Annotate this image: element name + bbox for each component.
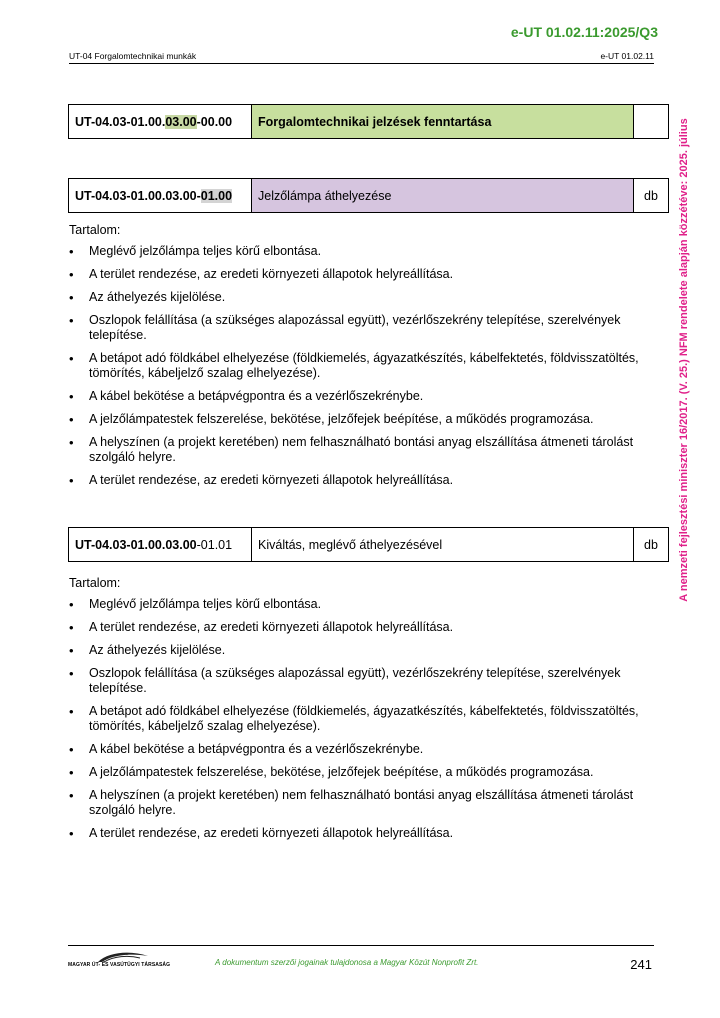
header-chapter: UT-04 Forgalomtechnikai munkák (69, 51, 197, 61)
list-item: • Oszlopok felállítása (a szükséges alapozással együtt), vezérlőszekrény telepítése, szerelvények telepítése. (69, 666, 639, 696)
section-main-table (68, 104, 669, 139)
item1-table (68, 178, 669, 213)
copyright-notice: A dokumentum szerzői jogainak tulajdonosa a Magyar Közút Nonprofit Zrt. (215, 958, 479, 967)
code-part-suffix: -01.01 (196, 537, 233, 552)
logo-text: MAGYAR ÚT- ÉS VASÚTÜGYI TÁRSASÁG (68, 962, 171, 968)
list-item: • A kábel bekötése a betápvégpontra és a vezérlőszekrénybe. (69, 742, 639, 757)
section-main-code (69, 105, 252, 139)
document-code: e-UT 01.02.11:2025/Q3 (510, 24, 658, 40)
item2-bullet-list (69, 597, 639, 841)
list-item: • A betápot adó földkábel elhelyezése (földkiemelés, ágyazatkészítés, kábelfektetés, földvisszatöltés, tömörítés, kábeljelző szalag elhelyezése). (69, 704, 639, 734)
item1-title: Jelzőlámpa áthelyezése (252, 179, 634, 213)
list-item: • A helyszínen (a projekt keretében) nem felhasználható bontási anyag elszállítása átmeneti tárolást szolgáló helyre. (69, 435, 639, 465)
list-item: • Meglévő jelzőlámpa teljes körű elbontása. (69, 244, 639, 259)
item2-content (69, 576, 639, 849)
list-item: • A betápot adó földkábel elhelyezése (földkiemelés, ágyazatkészítés, kábelfektetés, földvisszatöltés, tömörítés, kábeljelző szalag elhelyezése). (69, 351, 639, 381)
header-doc-id: e-UT 01.02.11 (600, 51, 654, 61)
list-item: • Az áthelyezés kijelölése. (69, 643, 639, 658)
list-item: • A terület rendezése, az eredeti környezeti állapotok helyreállítása. (69, 620, 639, 635)
item2-table (68, 527, 669, 562)
code-part-highlight: 01.00 (200, 188, 233, 203)
code-part: UT-04.03-01.00. (75, 114, 166, 129)
list-item: • A terület rendezése, az eredeti környezeti állapotok helyreállítása. (69, 267, 639, 282)
list-item: • A terület rendezése, az eredeti környezeti állapotok helyreállítása. (69, 826, 639, 841)
list-item: • A helyszínen (a projekt keretében) nem felhasználható bontási anyag elszállítása átmeneti tárolást szolgáló helyre. (69, 788, 639, 818)
item1-unit: db (634, 179, 669, 213)
item2-title: Kiváltás, meglévő áthelyezésével (252, 528, 634, 562)
organization-logo (68, 950, 171, 970)
code-part: UT-04.03-01.00.03.00 (75, 537, 197, 552)
item2-unit: db (634, 528, 669, 562)
code-part-highlight: 03.00 (165, 114, 197, 129)
content-label: Tartalom: (69, 223, 121, 237)
running-header (69, 51, 654, 64)
code-part: -00.00 (196, 114, 233, 129)
list-item: • A kábel bekötése a betápvégpontra és a vezérlőszekrénybe. (69, 389, 639, 404)
item1-content (69, 223, 639, 496)
list-item: • A jelzőlámpatestek felszerelése, bekötése, jelzőfejek beépítése, a működés programozása. (69, 412, 639, 427)
side-note-text: A nemzeti fejlesztési miniszter 16/2017. (V. 25.) NFM rendelete alapján közzétéve: 2025. július (678, 118, 690, 602)
publication-side-note (676, 95, 692, 625)
section-main-unit (634, 105, 669, 139)
list-item: • A terület rendezése, az eredeti környezeti állapotok helyreállítása. (69, 473, 639, 488)
list-item: • Oszlopok felállítása (a szükséges alapozással együtt), vezérlőszekrény telepítése, szerelvények telepítése. (69, 313, 639, 343)
list-item: • Meglévő jelzőlámpa teljes körű elbontása. (69, 597, 639, 612)
item2-code (69, 528, 252, 562)
code-part: UT-04.03-01.00.03.00- (75, 188, 201, 203)
page-number: 241 (630, 957, 652, 972)
list-item: • A jelzőlámpatestek felszerelése, bekötése, jelzőfejek beépítése, a működés programozása. (69, 765, 639, 780)
item1-bullet-list (69, 244, 639, 488)
content-label: Tartalom: (69, 576, 121, 590)
item1-code (69, 179, 252, 213)
section-main-title: Forgalomtechnikai jelzések fenntartása (252, 105, 634, 139)
footer-divider (68, 945, 654, 946)
list-item: • Az áthelyezés kijelölése. (69, 290, 639, 305)
